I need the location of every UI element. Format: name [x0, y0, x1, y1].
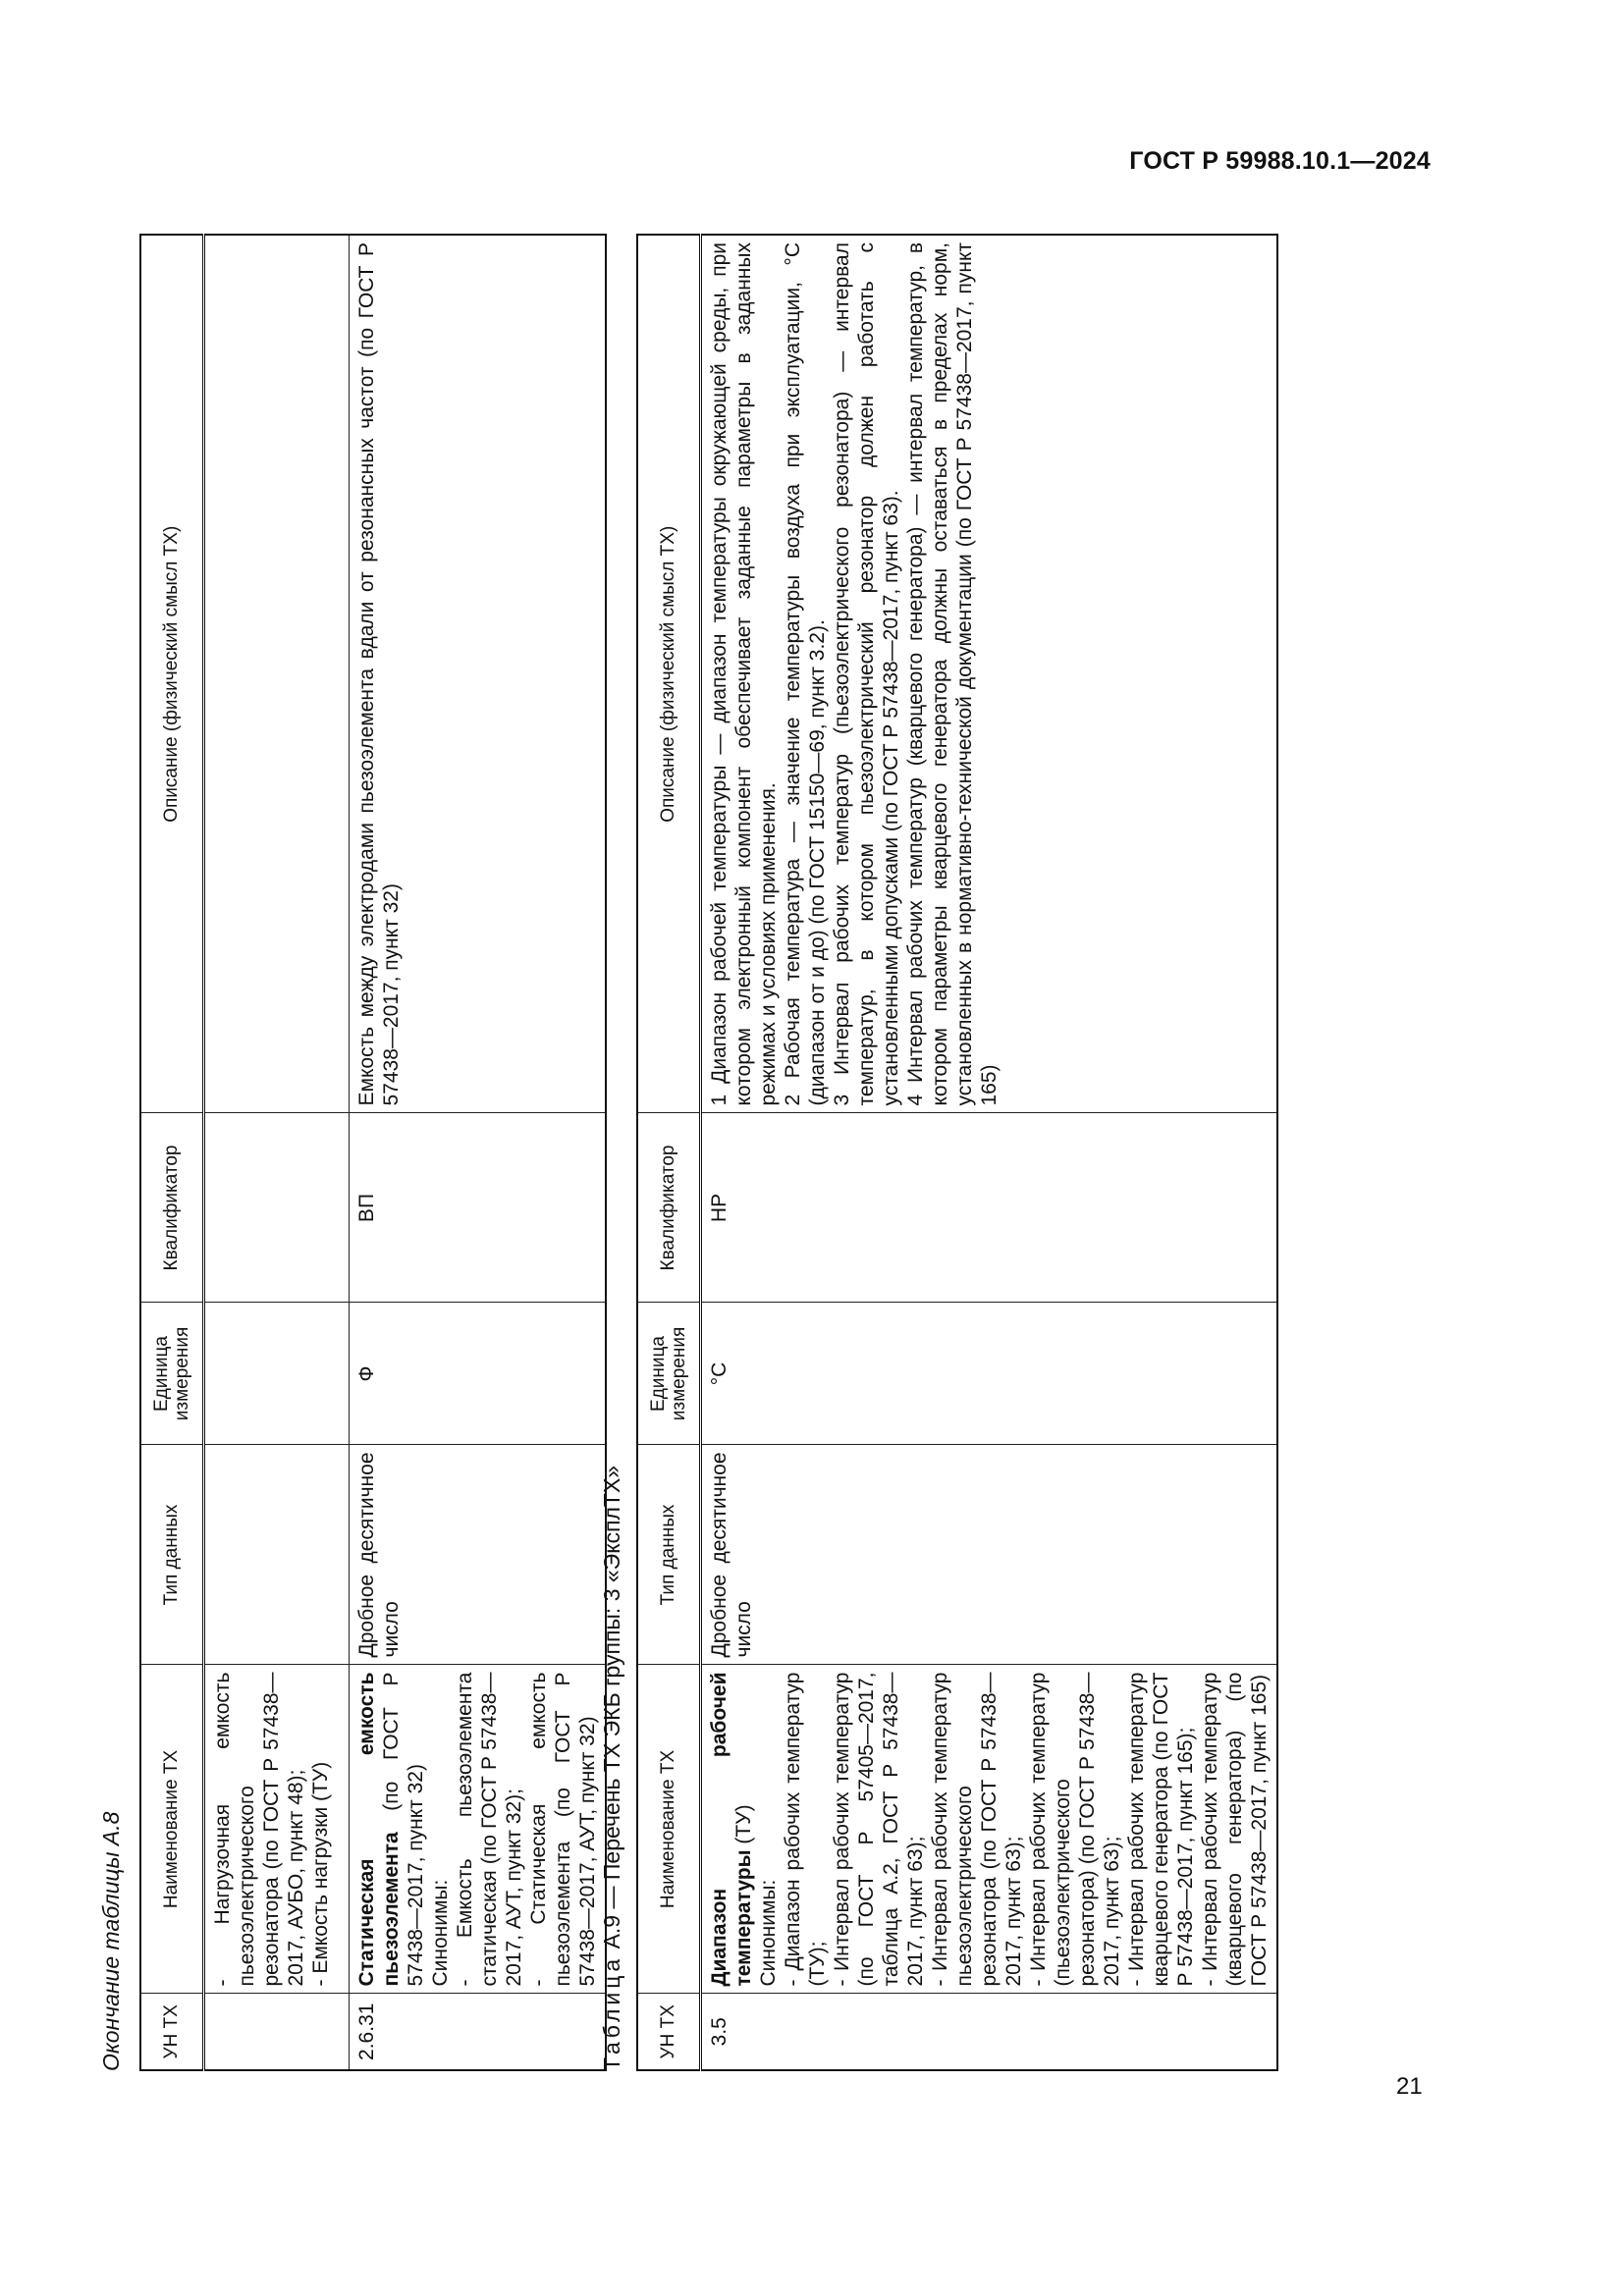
cell-id: [203, 1994, 349, 2070]
name-line: - Емкость пьезоэлемента статическая (по ГОСТ Р 57438—2017, АУТ, пункт 32);: [453, 1672, 525, 1987]
cell-qualifier: НР: [700, 1113, 1277, 1303]
continuation-caption: Окончание таблицы А.8: [98, 1811, 124, 2071]
name-bold: Диапазон рабочей температуры: [707, 1672, 755, 1987]
cell-qualifier: [203, 1113, 349, 1303]
table-a9-caption: [599, 1466, 625, 2071]
name-line: - Интервал рабочих температур кварцевого генератора (по ГОСТ Р 57438—2017, пункт 165);: [1124, 1672, 1197, 1987]
description-line: 1 Диапазон рабочей температуры — диапазон температуры окружающей среды, при котором электронный компонент обеспечивает заданные параметры в заданных режимах и условиях применения.: [707, 242, 780, 1106]
name-after: (по ГОСТ Р 57438—2017, пункт 32): [379, 1672, 427, 1987]
cell-qualifier: ВП: [349, 1113, 606, 1303]
col-header-id: УН ТХ: [637, 1994, 700, 2070]
rotated-landscape-content: [98, 226, 1296, 2071]
name-line: - Интервал рабочих температур (кварцевого генератора) (по ГОСТ Р 57438—2017, пункт 165): [1198, 1672, 1271, 1987]
cell-data-type: [203, 1445, 349, 1665]
col-header-unit: Единица измерения: [140, 1303, 203, 1445]
cell-name: [203, 1665, 349, 1994]
col-header-description: Описание (физический смысл ТХ): [140, 235, 203, 1113]
cell-description: [203, 235, 349, 1113]
name-line: - Интервал рабочих температур пьезоэлектрического резонатора (по ГОСТ Р 57438—2017, пункт 63);: [928, 1672, 1025, 1987]
name-after: (ТУ): [731, 1804, 755, 1850]
col-header-name: Наименование ТХ: [637, 1665, 700, 1994]
table-a9: [636, 234, 1278, 2071]
cell-name: [349, 1665, 606, 1994]
cell-id: 3.5: [700, 1994, 1277, 2070]
cell-description: [349, 235, 606, 1113]
name-bold: Статическая емкость пьезоэлемента: [354, 1672, 403, 1987]
cell-unit: Ф: [349, 1303, 606, 1445]
table-row: [203, 235, 349, 2070]
col-header-qualifier: Квалификатор: [637, 1113, 700, 1303]
cell-data-type: Дробное десятичное число: [349, 1445, 606, 1665]
col-header-qualifier: Квалификатор: [140, 1113, 203, 1303]
cell-unit: [203, 1303, 349, 1445]
name-line: Синонимы:: [428, 1879, 452, 1987]
name-line: - Емкость нагрузки (ТУ): [308, 1761, 332, 1987]
table-a8-header: [140, 235, 203, 2070]
col-header-id: УН ТХ: [140, 1994, 203, 2070]
col-header-data-type: Тип данных: [140, 1445, 203, 1665]
description-line: 3 Интервал рабочих температур (пьезоэлектрического резонатора) — интервал температур, в котором пьезоэлектрический резонатор должен работать с установленными допусками (по ГОСТ Р 57438—2017, пункт 63).: [830, 242, 902, 1106]
description-line: 4 Интервал рабочих температур (кварцевого генератора) — интервал температур, в котором параметры кварцевого генератора должны оставаться в пределах норм, установленных в нормативно-технической документации (по ГОСТ Р 57438—2017, пункт 165): [903, 242, 1001, 1106]
name-line: - Интервал рабочих температур (по ГОСТ Р 57405—2017, таблица А.2, ГОСТ Р 57438—2017, пункт 63);: [830, 1672, 927, 1987]
cell-name: [700, 1665, 1277, 1994]
cell-data-type: Дробное десятичное число: [700, 1445, 1277, 1665]
name-line: - Нагрузочная емкость пьезоэлектрического резонатора (по ГОСТ Р 57438—2017, АУБО, пункт 48);: [210, 1672, 307, 1987]
name-line: - Диапазон рабочих температур (ТУ);: [781, 1672, 829, 1987]
col-header-name: Наименование ТХ: [140, 1665, 203, 1994]
cell-description: [700, 235, 1277, 1113]
standard-designation: ГОСТ Р 59988.10.1—2024: [1129, 147, 1431, 175]
cell-id: 2.6.31: [349, 1994, 606, 2070]
col-header-description: Описание (физический смысл ТХ): [637, 235, 700, 1113]
table-row: [349, 235, 606, 2070]
table-row: [700, 235, 1277, 2070]
col-header-data-type: Тип данных: [637, 1445, 700, 1665]
caption-prefix: Таблица: [599, 1954, 624, 2071]
name-line: Синонимы:: [756, 1879, 780, 1987]
caption-rest: А.9 — Перечень ТХ ЭКБ группы: 3 «ЭксплТХ»: [599, 1465, 624, 1955]
cell-unit: °С: [700, 1303, 1277, 1445]
table-a8: [139, 234, 607, 2071]
description-line: Емкость между электродами пьезоэлемента вдали от резонансных частот (по ГОСТ Р 57438—2017, пункт 32): [354, 242, 403, 1106]
name-line: - Статическая емкость пьезоэлемента (по ГОСТ Р 57438—2017, АУТ, пункт 32): [526, 1672, 599, 1987]
page-number: 21: [1396, 2073, 1423, 2100]
col-header-unit: Единица измерения: [637, 1303, 700, 1445]
table-a9-header: [637, 235, 700, 2070]
name-line: - Интервал рабочих температур (пьезоэлектрического резонатора) (по ГОСТ Р 57438—2017, пункт 63);: [1026, 1672, 1123, 1987]
description-line: 2 Рабочая температура — значение температуры воздуха при эксплуатации, °С (диапазон от и до) (по ГОСТ 15150—69, пункт 3.2).: [781, 242, 829, 1106]
